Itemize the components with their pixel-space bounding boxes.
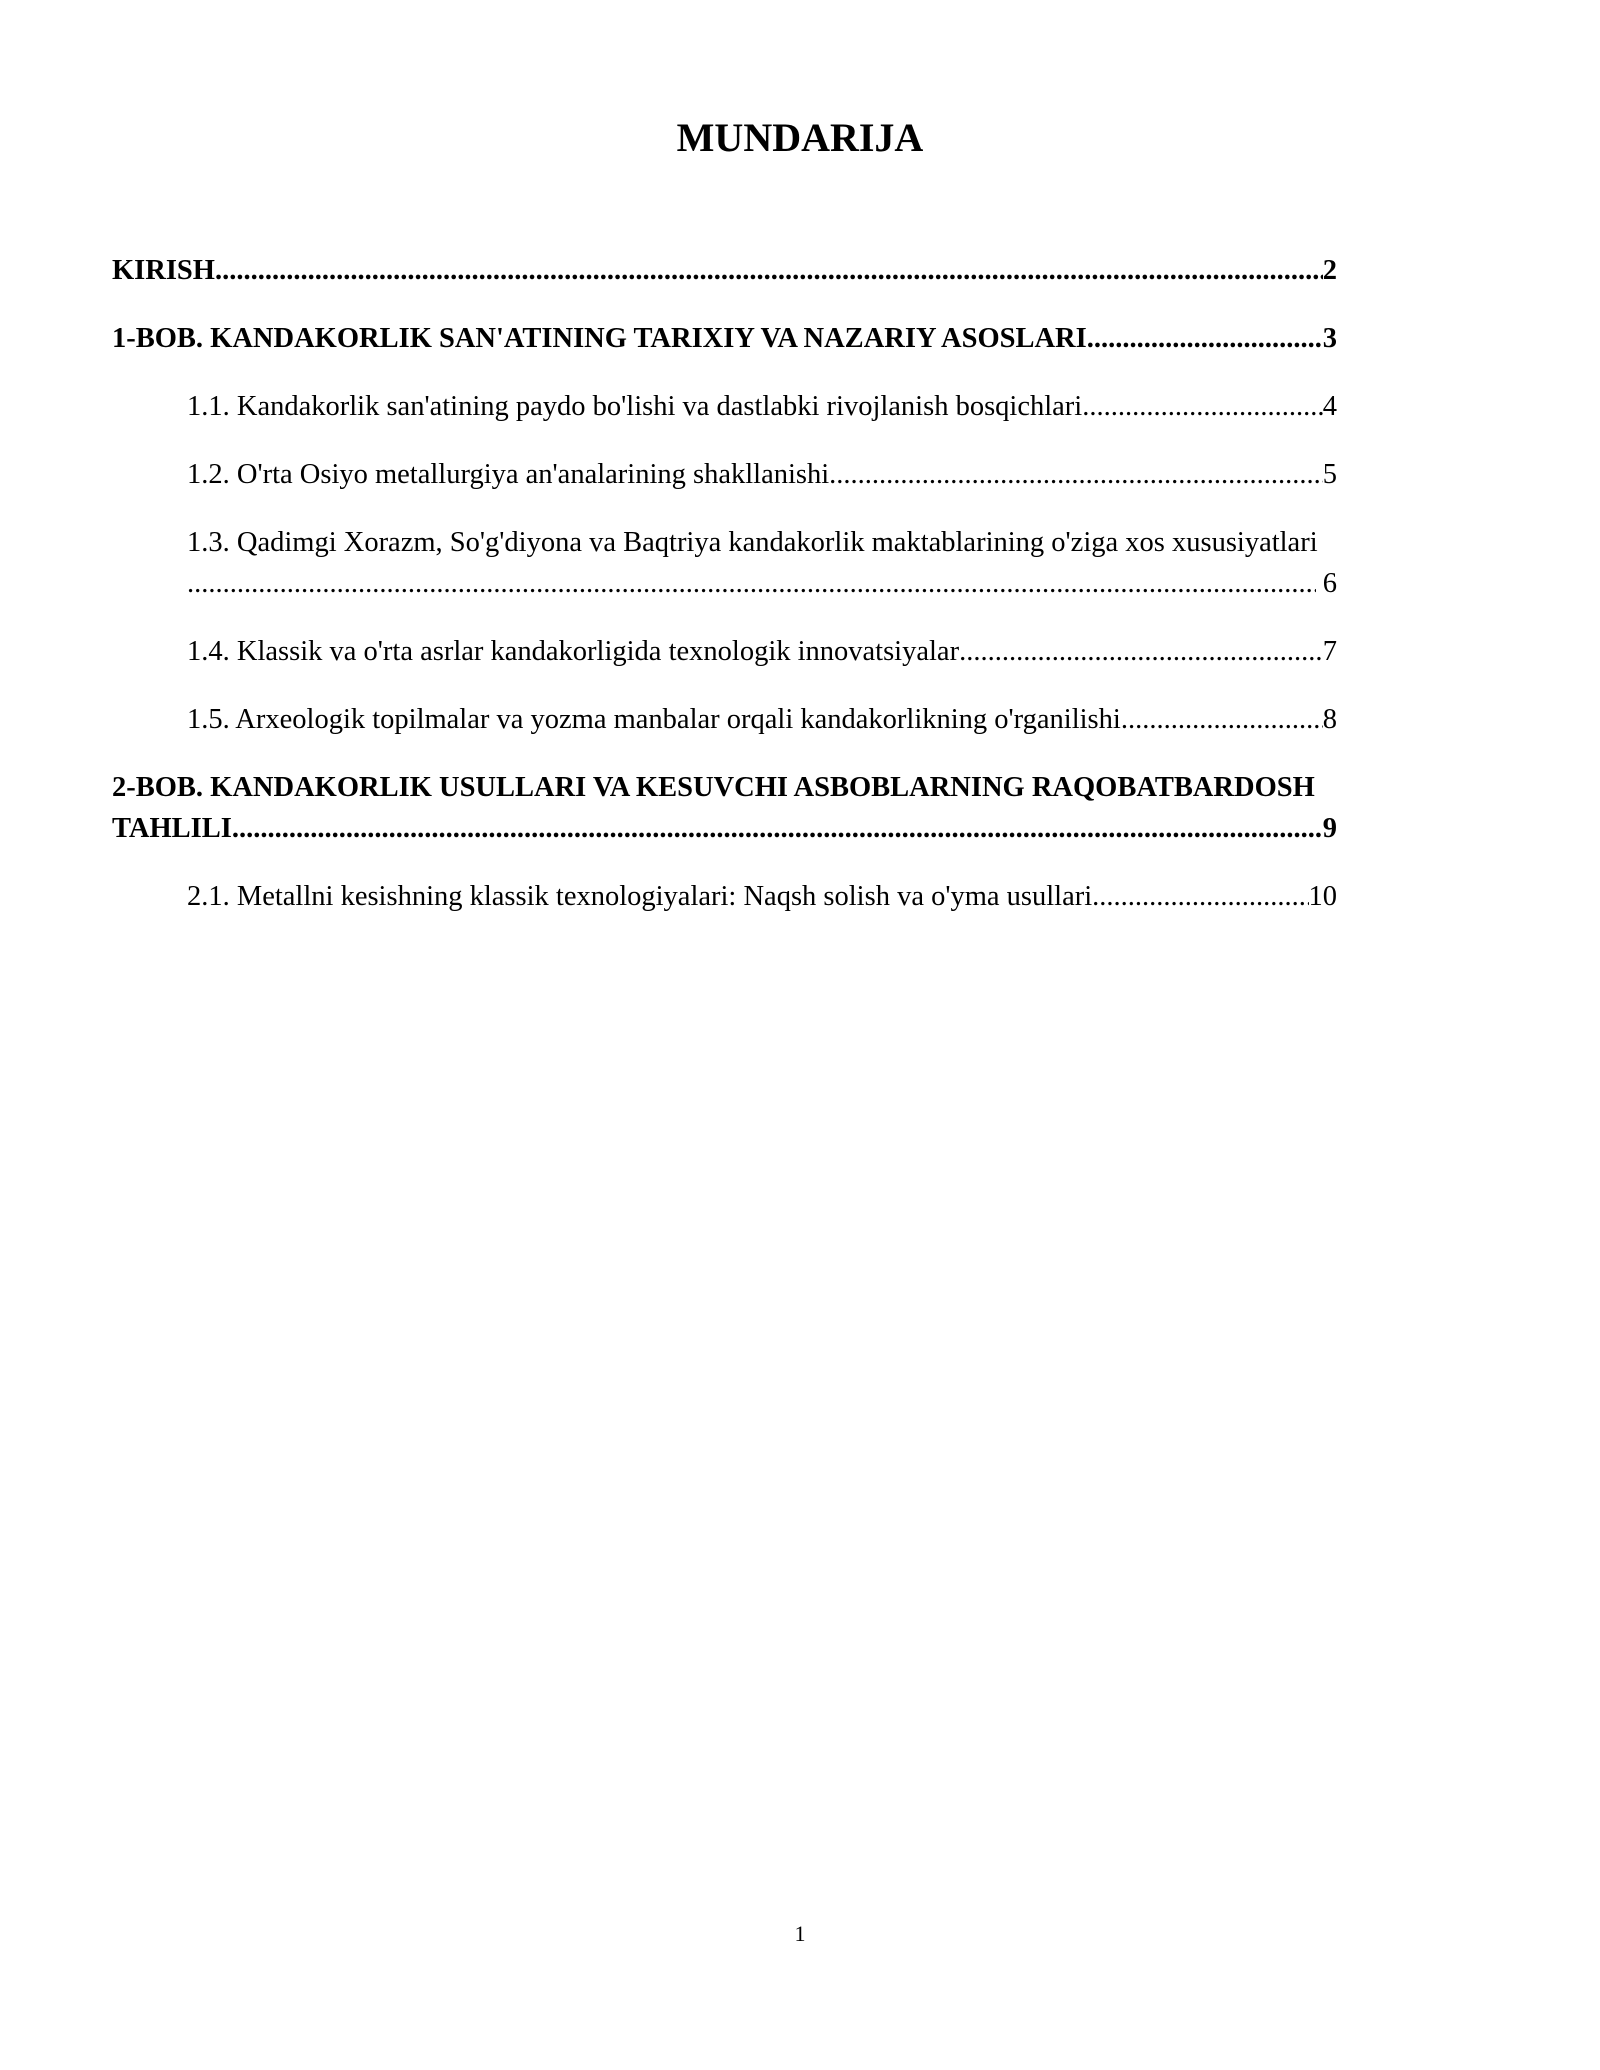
toc-entry-text: 1.2. O'rta Osiyo metallurgiya an'analarining shakllanishi: [187, 459, 830, 490]
toc-entry-text-line1: 2-BOB. KANDAKORLIK USULLARI VA KESUVCHI ASBOBLARNING RAQOBATBARDOSH: [112, 772, 1315, 803]
toc-page-number-value: 6: [1322, 568, 1337, 599]
toc-page-number: 5: [1322, 459, 1337, 490]
table-of-contents: [112, 250, 1447, 944]
toc-entry-chapter-1: [112, 318, 1447, 359]
toc-entry-text: 2.1. Metallni kesishning klassik texnologiyalari: Naqsh solish va o'yma usullari: [187, 881, 1093, 912]
dot-leader: [1121, 699, 1323, 740]
page-title: MUNDARIJA: [676, 115, 924, 160]
dot-leader: [232, 808, 1323, 849]
toc-entry-text: 1-BOB. KANDAKORLIK SAN'ATINING TARIXIY VA NAZARIY ASOSLARI: [112, 323, 1087, 354]
toc-entry-text: 1.1. Kandakorlik san'atining paydo bo'lishi va dastlabki rivojlanish bosqichlari: [187, 391, 1083, 422]
toc-page-number: 4: [1322, 391, 1337, 422]
dot-leader: [829, 454, 1323, 495]
toc-page-number: 9: [1322, 813, 1337, 844]
toc-page-number: 8: [1322, 704, 1337, 735]
page-number-footer: 1: [794, 1921, 806, 1946]
dot-leader: [1087, 318, 1323, 359]
toc-entry-section-1-1: [112, 386, 1447, 427]
dot-leader: [187, 563, 1316, 604]
toc-entry-section-1-2: [112, 454, 1447, 495]
toc-entry-chapter-2: [112, 767, 1447, 849]
toc-page-number: 10: [1308, 881, 1337, 912]
toc-entry-text: KIRISH: [112, 255, 215, 286]
toc-page-number: 7: [1322, 636, 1337, 667]
toc-entry-section-1-5: [112, 699, 1447, 740]
toc-entry-text: 1.4. Klassik va o'rta asrlar kandakorligida texnologik innovatsiyalar: [187, 636, 960, 667]
toc-entry-kirish: [112, 250, 1447, 291]
toc-entry-text-line2: TAHLILI: [112, 813, 232, 844]
toc-entry-section-2-1: [112, 876, 1447, 917]
toc-page-number: [1316, 563, 1337, 604]
dot-leader: [1082, 386, 1323, 427]
toc-page-number: 2: [1322, 255, 1337, 286]
dot-leader: [1092, 876, 1308, 917]
toc-entry-text: 1.3. Qadimgi Xorazm, So'g'diyona va Baqtriya kandakorlik maktablarining o'ziga xos xususiyatlari: [187, 527, 1318, 558]
dot-leader: [959, 631, 1323, 672]
dot-leader: [215, 250, 1323, 291]
toc-entry-section-1-4: [112, 631, 1447, 672]
toc-entry-text: 1.5. Arxeologik topilmalar va yozma manbalar orqali kandakorlikning o'rganilishi: [187, 704, 1121, 735]
toc-page-number: 3: [1322, 323, 1337, 354]
toc-entry-section-1-3: [112, 522, 1447, 604]
